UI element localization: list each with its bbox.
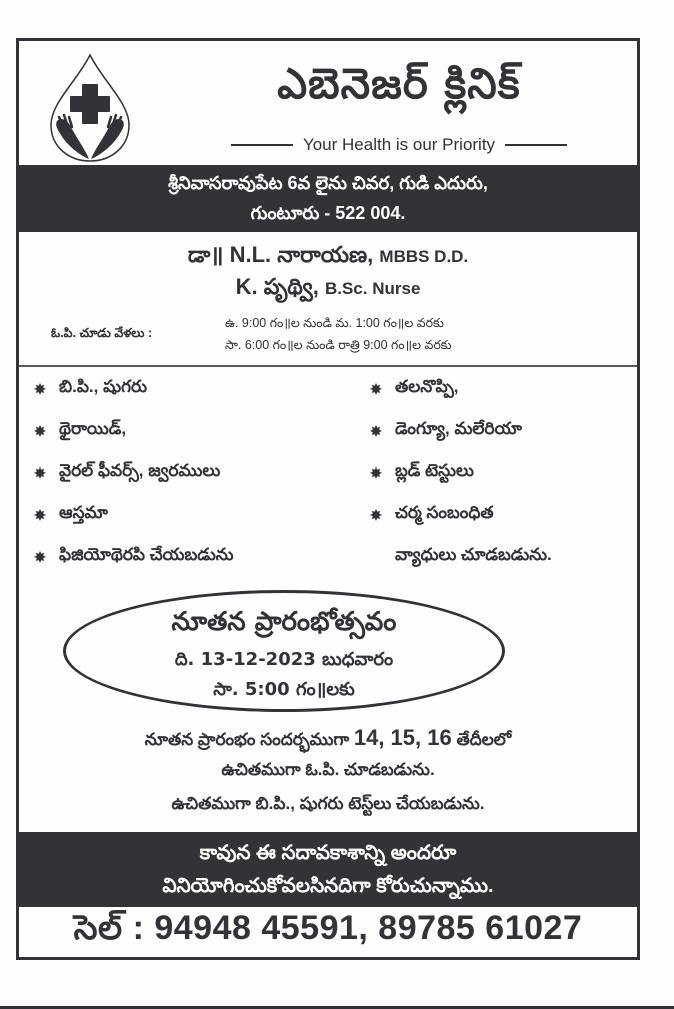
- doctor-1-prefix: డా॥: [187, 242, 224, 267]
- offer-prefix: నూతన ప్రారంభం సందర్భముగా: [144, 730, 350, 749]
- inauguration-title: నూతన ప్రారంభోత్సవం: [171, 607, 397, 637]
- service-label: బ్లడ్ టెస్టులు: [395, 461, 474, 480]
- service-label: ఆస్తమా: [59, 503, 108, 522]
- phone-numbers: 94948 45591, 89785 61027: [154, 909, 583, 947]
- offer-dates: 14, 15, 16: [353, 725, 452, 750]
- service-item: [33, 377, 147, 401]
- tagline-divider-right: [505, 144, 567, 146]
- op-hours-evening: సా. 6:00 గం॥ల నుండి రాత్రి 9:00 గం॥ల వరకు: [225, 338, 452, 352]
- appeal-band: [19, 832, 637, 907]
- doctor-2-name: K. పృథ్వి,: [235, 274, 319, 299]
- star-bullet-icon: ✸: [34, 380, 46, 397]
- doctor-1: [19, 242, 637, 273]
- star-bullet-icon: ✸: [370, 464, 382, 481]
- service-label: వైరల్ ఫీవర్స్, జ్వరములు: [59, 461, 221, 480]
- offer-suffix: తేదీలలో: [456, 730, 512, 749]
- address-band: [19, 165, 637, 232]
- service-item: [369, 377, 459, 401]
- inauguration-time: సా. 5:00 గం॥లకు: [213, 679, 355, 700]
- service-label: తలనొప్పి,: [395, 377, 459, 396]
- service-label: బి.పి., షుగరు: [59, 377, 147, 396]
- star-bullet-icon: ✸: [370, 380, 382, 397]
- poster-header: [19, 41, 637, 165]
- doctor-1-name: N.L. నారాయణ,: [229, 242, 374, 267]
- offer-line-2: ఉచితముగా ఓ.పి. చూడబడును.: [221, 760, 435, 779]
- doctor-2: [19, 274, 637, 305]
- clinic-name: ఎబెనెజర్ క్లినిక్: [277, 59, 521, 108]
- service-label: వ్యాధులు చూడబడును.: [395, 545, 552, 564]
- doctors-section: [19, 232, 637, 367]
- doctor-1-qualification: MBBS D.D.: [379, 247, 469, 266]
- service-item: [33, 419, 126, 443]
- service-label: థైరాయిడ్,: [59, 419, 127, 438]
- service-label: డెంగ్యూ, మలేరియా: [395, 419, 522, 438]
- appeal-line-2: వినియోగించుకోవలసినదిగా కోరుచున్నాము.: [162, 875, 494, 897]
- op-hours-morning: ఉ. 9:00 గం॥ల నుండి మ. 1:00 గం॥ల వరకు: [225, 316, 444, 330]
- service-label: చర్మ సంబంధిత: [395, 503, 494, 522]
- doctor-2-qualification: B.Sc. Nurse: [324, 279, 421, 298]
- star-bullet-icon: ✸: [34, 506, 46, 523]
- service-item: [369, 461, 474, 485]
- star-bullet-icon: ✸: [34, 464, 46, 481]
- tagline-row: [199, 135, 599, 155]
- cell-label: సెల్ :: [73, 909, 145, 947]
- address-line-1: శ్రీనివాసరావుపేట 6వ లైను చివర, గుడి ఎదురు,: [168, 173, 488, 193]
- tagline-divider-left: [231, 144, 293, 146]
- contact-phones: [19, 909, 637, 956]
- services-list: [19, 369, 637, 579]
- service-item: [33, 461, 220, 485]
- service-item: [369, 419, 522, 443]
- offer-line-3: ఉచితముగా బి.పి., షుగరు టెస్ట్‌లు చేయబడును.: [171, 794, 485, 813]
- appeal-line-1: కావున ఈ సదావకాశాన్ని అందరూ: [199, 842, 457, 864]
- star-bullet-icon: ✸: [370, 422, 382, 439]
- address-line-2: గుంటూరు - 522 004.: [250, 203, 406, 223]
- star-bullet-icon: ✸: [34, 422, 46, 439]
- service-item: [33, 545, 234, 569]
- tagline: Your Health is our Priority: [302, 135, 496, 154]
- inauguration-date: ది. 13-12-2023 బుధవారం: [174, 649, 394, 670]
- service-item: [369, 503, 494, 527]
- service-continuation: [395, 545, 552, 569]
- service-label: ఫిజియోథెరపి చేయబడును: [59, 545, 234, 564]
- service-item: [33, 503, 108, 527]
- star-bullet-icon: ✸: [34, 548, 46, 565]
- star-bullet-icon: ✸: [370, 506, 382, 523]
- offer-line-1: [19, 725, 637, 754]
- clinic-poster: [16, 38, 640, 960]
- medical-cross-hands-drop-icon: [47, 51, 133, 163]
- op-hours-label: ఓ.పి. చూడు వేళలు :: [51, 326, 153, 340]
